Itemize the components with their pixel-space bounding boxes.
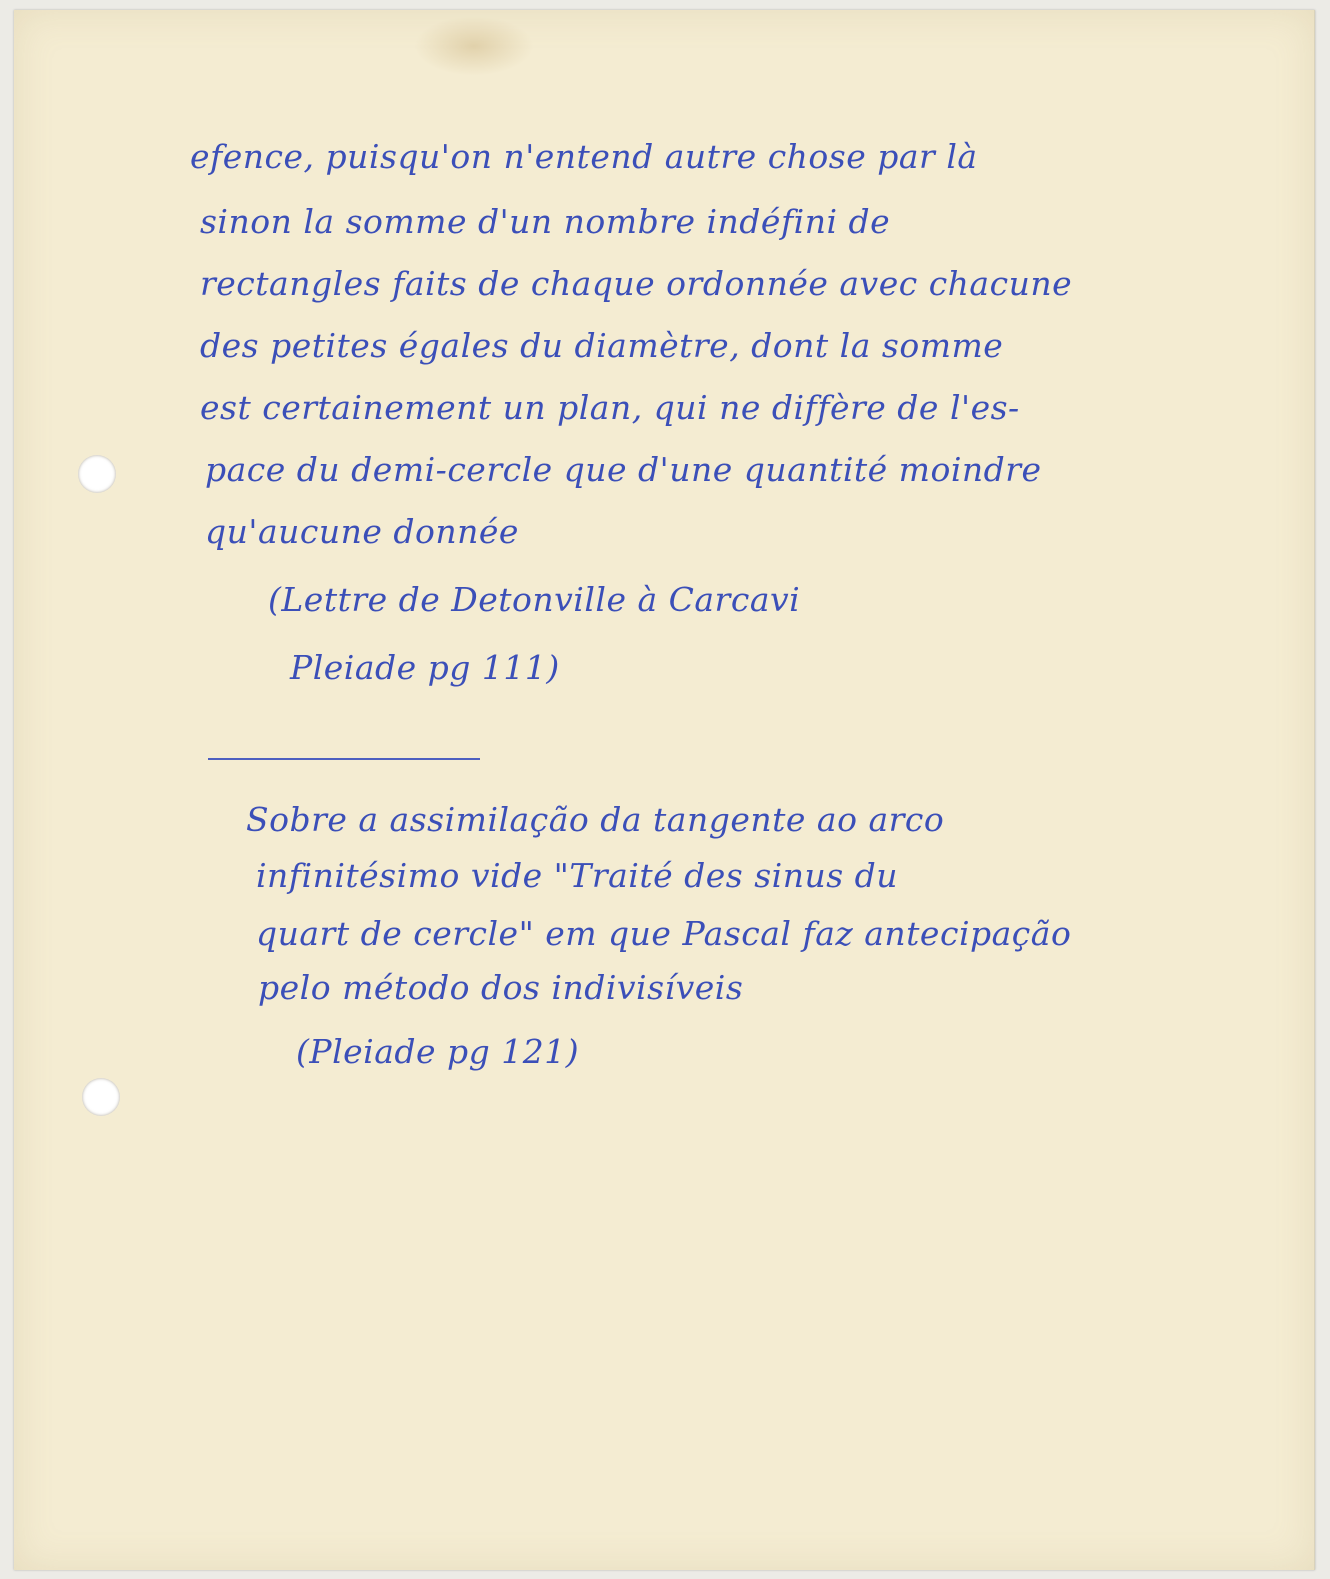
passage-line-4: des petites égales du diamètre, dont la somme xyxy=(200,326,1004,365)
passage-line-5: est certainement un plan, qui ne diffère de l'es- xyxy=(200,388,1020,427)
punch-hole-bottom xyxy=(82,1078,120,1116)
citation-line-1: (Lettre de Detonville à Carcavi xyxy=(268,580,801,619)
note-line-1: Sobre a assimilação da tangente ao arco xyxy=(246,800,945,839)
section-divider xyxy=(208,758,480,760)
citation-line-2: Pleiade pg 111) xyxy=(290,648,560,687)
handwritten-note-sheet xyxy=(14,10,1315,1570)
passage-line-1: efence, puisqu'on n'entend autre chose par là xyxy=(190,137,978,176)
paper-stain xyxy=(414,16,534,76)
passage-line-3: rectangles faits de chaque ordonnée avec chacune xyxy=(200,264,1073,303)
note-line-2: infinitésimo vide "Traité des sinus du xyxy=(256,856,899,895)
passage-line-7: qu'aucune donnée xyxy=(205,512,519,551)
passage-line-2: sinon la somme d'un nombre indéfini de xyxy=(200,202,891,241)
note-line-4: pelo método dos indivisíveis xyxy=(258,968,744,1007)
note-citation: (Pleiade pg 121) xyxy=(296,1032,580,1071)
note-line-3: quart de cercle" em que Pascal faz antecipação xyxy=(256,914,1072,953)
punch-hole-top xyxy=(78,455,116,493)
passage-line-6: pace du demi-cercle que d'une quantité moindre xyxy=(205,450,1042,489)
